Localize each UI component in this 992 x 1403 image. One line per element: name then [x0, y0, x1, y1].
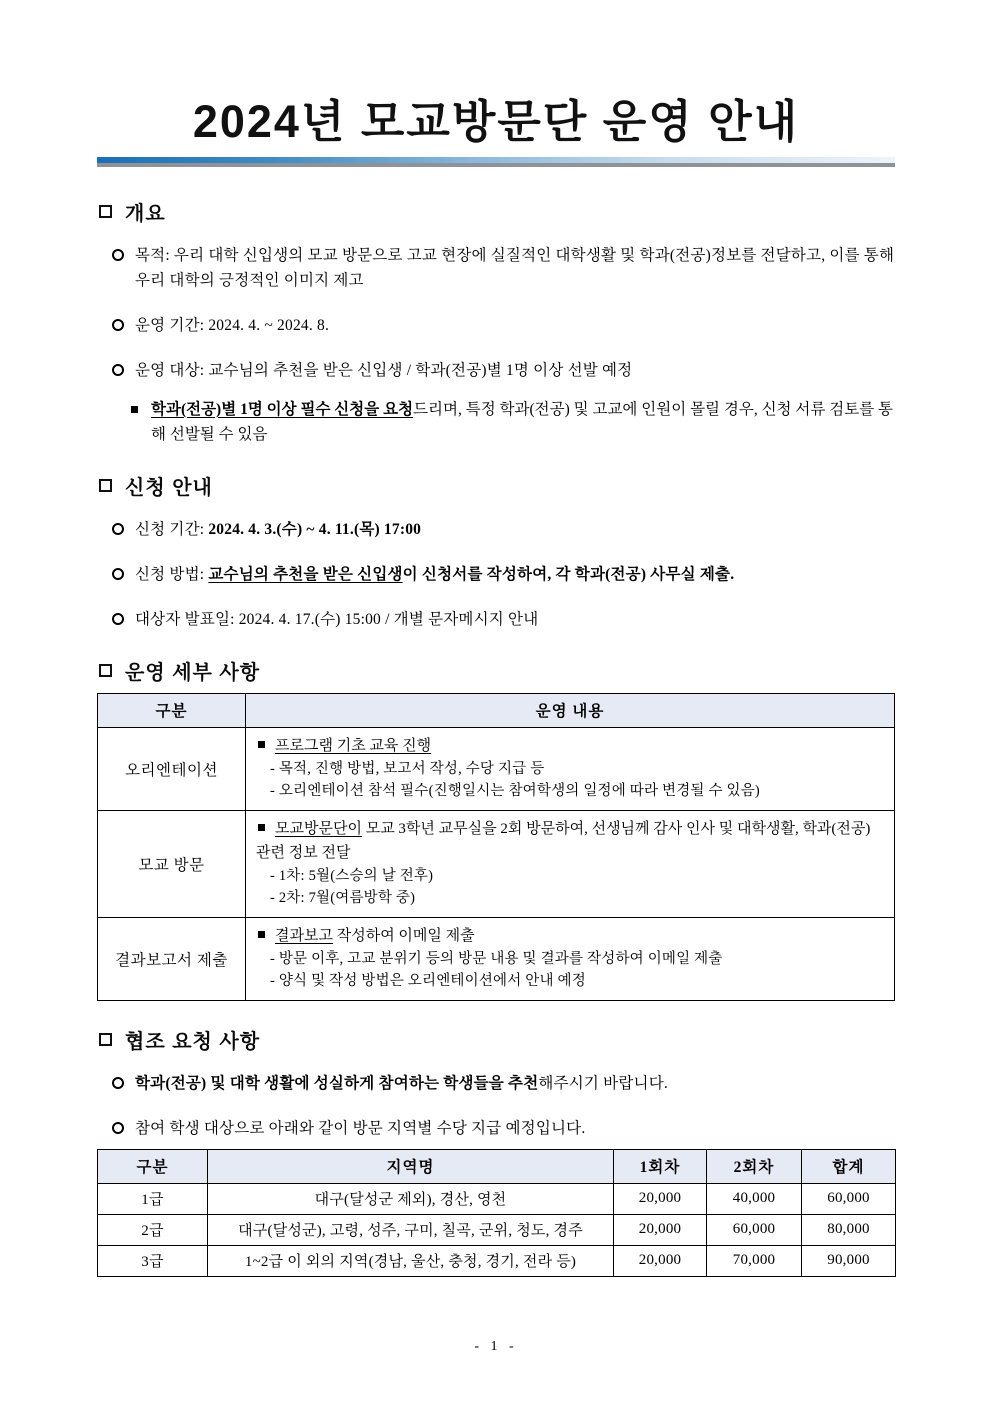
bullet-label: 신청 방법: [135, 565, 209, 583]
row-category: 모교 방문 [98, 810, 246, 917]
apply-bullet-method [97, 562, 895, 587]
circle-bullet-icon [112, 613, 124, 625]
row-main-underline: 결과보고 [275, 927, 333, 944]
apply-bullet-announce [97, 607, 895, 632]
section-heading-apply [97, 471, 895, 500]
document-page [97, 0, 895, 1277]
overview-bullet-target [97, 358, 895, 383]
overview-sub-bullet [97, 397, 895, 447]
column-header: 구분 [98, 693, 246, 727]
bullet-label: 대상자 발표일: [135, 610, 239, 628]
row-category: 오리엔테이션 [98, 727, 246, 810]
section-heading-overview [97, 197, 895, 226]
square-outline-icon [99, 664, 112, 677]
column-header: 1회차 [614, 1149, 707, 1183]
emphasized-text: 학과(전공)별 1명 이상 필수 신청을 요청 [151, 400, 414, 418]
circle-bullet-icon [112, 568, 124, 580]
row-sub-line: - 목적, 진행 방법, 보고서 작성, 수당 지급 등 [270, 760, 545, 777]
apply-announce-value: 2024. 4. 17.(수) 15:00 / 개별 문자메시지 안내 [238, 610, 539, 628]
cooperation-rest-text: 해주시기 바랍니다. [538, 1074, 668, 1092]
table-row [98, 1214, 896, 1245]
apply-period-value: 2024. 4. 3.(수) ~ 4. 11.(목) 17:00 [208, 520, 422, 538]
column-header: 합계 [802, 1149, 896, 1183]
overview-bullet-period [97, 313, 895, 338]
square-outline-icon [99, 479, 112, 492]
row-main-line [256, 734, 884, 758]
table-header-row [98, 1149, 896, 1183]
grade-cell: 1급 [98, 1183, 208, 1214]
circle-bullet-icon [112, 319, 124, 331]
circle-bullet-icon [112, 1122, 124, 1134]
section-heading-label: 운영 세부 사항 [125, 661, 261, 684]
details-table [97, 693, 895, 1001]
row-main-line [256, 924, 884, 948]
row-description [246, 727, 895, 810]
region-cell: 대구(달성군), 고령, 성주, 구미, 칠곡, 군위, 청도, 경주 [208, 1214, 614, 1245]
section-heading-label: 협조 요청 사항 [125, 1030, 261, 1053]
circle-bullet-icon [112, 523, 124, 535]
allowance-table [97, 1149, 896, 1277]
amount-cell: 20,000 [614, 1183, 707, 1214]
table-row [98, 1245, 896, 1276]
apply-method-underline: 교수님의 추천을 받은 신입생 [208, 565, 403, 583]
apply-bullet-period [97, 517, 895, 542]
bullet-label: 신청 기간: [135, 520, 209, 538]
circle-bullet-icon [112, 1077, 124, 1089]
column-header: 운영 내용 [246, 693, 895, 727]
circle-bullet-icon [112, 364, 124, 376]
row-main-underline: 프로그램 기초 교육 진행 [275, 737, 432, 754]
table-row [98, 727, 895, 810]
circle-bullet-icon [112, 249, 124, 261]
cooperation-bold-text: 학과(전공) 및 대학 생활에 성실하게 참여하는 학생들을 추천 [135, 1074, 539, 1092]
row-main-rest: 작성하여 이메일 제출 [332, 927, 475, 944]
region-cell: 1~2급 이 외의 지역(경남, 울산, 충청, 경기, 전라 등) [208, 1245, 614, 1276]
grade-cell: 3급 [98, 1245, 208, 1276]
small-square-bullet-icon [258, 741, 265, 748]
page-number: - 1 - [474, 1339, 518, 1354]
amount-cell: 80,000 [802, 1214, 896, 1245]
row-main-line [256, 817, 884, 865]
row-sub-line: - 1차: 5월(스승의 날 전후) [270, 867, 434, 884]
section-heading-label: 개요 [125, 202, 166, 225]
bullet-text: 목적: 우리 대학 신입생의 모교 방문으로 고교 현장에 실질적인 대학생활 및 학과(전공)정보를 전달하고, 이를 통해 우리 대학의 긍정적인 이미지 제고 [135, 246, 895, 289]
row-sub-line: - 오리엔테이션 참석 필수(진행일시는 참여학생의 일정에 따라 변경될 수 있음) [270, 782, 760, 799]
column-header: 지역명 [208, 1149, 614, 1183]
section-heading-label: 신청 안내 [125, 476, 213, 499]
row-main-rest: 모교 3학년 교무실을 2회 방문하여, 선생님께 감사 인사 및 대학생활, 학과(전공) 관련 정보 전달 [256, 820, 871, 861]
table-row [98, 917, 895, 1000]
amount-cell: 90,000 [802, 1245, 896, 1276]
page-title: 2024년 모교방문단 운영 안내 [192, 96, 800, 147]
region-cell: 대구(달성군 제외), 경산, 영천 [208, 1183, 614, 1214]
row-description [246, 810, 895, 917]
square-outline-icon [99, 205, 112, 218]
bullet-text: 운영 기간: 2024. 4. ~ 2024. 8. [135, 316, 330, 334]
row-sub-line: - 양식 및 작성 방법은 오리엔테이션에서 안내 예정 [270, 972, 586, 989]
table-header-row [98, 693, 895, 727]
small-square-bullet-icon [131, 406, 138, 413]
section-heading-details [97, 656, 895, 685]
column-header: 2회차 [707, 1149, 802, 1183]
amount-cell: 20,000 [614, 1245, 707, 1276]
amount-cell: 40,000 [707, 1183, 802, 1214]
square-outline-icon [99, 1033, 112, 1046]
bullet-text: 참여 학생 대상으로 아래와 같이 방문 지역별 수당 지급 예정입니다. [135, 1119, 586, 1137]
sub-bullet-rest: 드리며, 특정 학과(전공) 및 고교에 인원이 몰릴 경우, 신청 서류 검토를 통해 선발될 수 있음 [151, 400, 893, 443]
grade-cell: 2급 [98, 1214, 208, 1245]
section-heading-cooperation [97, 1025, 895, 1054]
apply-method-rest: 이 신청서를 작성하여, 각 학과(전공) 사무실 제출. [402, 565, 735, 583]
row-main-underline: 모교방문단이 [275, 820, 362, 837]
amount-cell: 60,000 [707, 1214, 802, 1245]
table-row [98, 1183, 896, 1214]
row-sub-line: - 방문 이후, 고교 분위기 등의 방문 내용 및 결과를 작성하여 이메일 제출 [270, 950, 723, 967]
row-sub-line: - 2차: 7월(여름방학 중) [270, 889, 416, 906]
column-header: 구분 [98, 1149, 208, 1183]
small-square-bullet-icon [258, 931, 265, 938]
row-category: 결과보고서 제출 [98, 917, 246, 1000]
amount-cell: 60,000 [802, 1183, 896, 1214]
bullet-text: 운영 대상: 교수님의 추천을 받은 신입생 / 학과(전공)별 1명 이상 선발 예정 [135, 361, 633, 379]
table-row [98, 810, 895, 917]
cooperation-bullet-allowance [97, 1116, 895, 1141]
cooperation-bullet-recommend [97, 1071, 895, 1096]
small-square-bullet-icon [258, 824, 265, 831]
amount-cell: 70,000 [707, 1245, 802, 1276]
overview-bullet-purpose [97, 243, 895, 293]
amount-cell: 20,000 [614, 1214, 707, 1245]
title-gradient-bar [97, 157, 895, 167]
row-description [246, 917, 895, 1000]
